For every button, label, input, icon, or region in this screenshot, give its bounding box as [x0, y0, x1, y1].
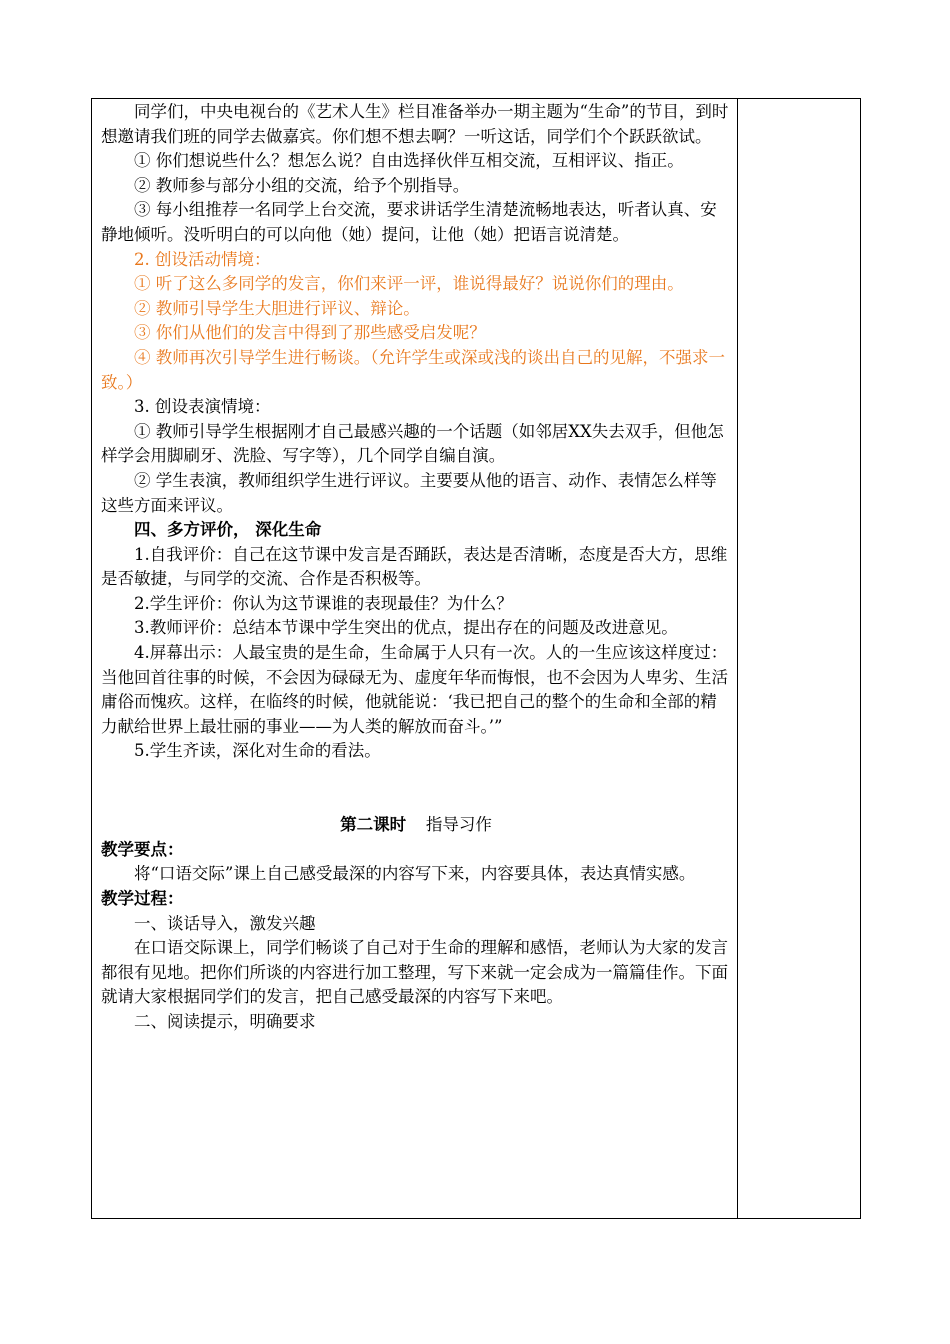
paragraph-step-3: ③ 每小组推荐一名同学上台交流，要求讲话学生清楚流畅地表达，听者认真、安静地倾听。没听明白的可以向他（她）提问，让他（她）把语言说清楚。: [101, 200, 717, 244]
blank-line: [101, 789, 731, 814]
lesson-2-label: 第二课时: [340, 815, 407, 835]
paragraph-activity-3: ③ 你们从他们的发言中得到了那些感受启发呢？: [134, 323, 486, 343]
paragraph-activity-4: ④ 教师再次引导学生进行畅谈。（允许学生或深或浅的谈出自己的见解，不强求一致。）: [101, 347, 725, 392]
section-4-heading: 四、多方评价， 深化生命: [134, 520, 322, 540]
process-step-1-heading: 一、谈话导入，激发兴趣: [134, 913, 316, 933]
paragraph-eval-1: 1.自我评价：自己在这节课中发言是否踊跃，表达是否清晰，态度是否大方，思维是否敏捷，与同学的交流、合作是否积极等。: [101, 544, 728, 589]
key-points-label: 教学要点：: [101, 839, 184, 859]
blank-line: [101, 764, 731, 789]
paragraph-eval-2: 2.学生评价：你认为这节课谁的表现最佳？为什么？: [134, 593, 513, 613]
paragraph-intro: 同学们，中央电视台的《艺术人生》栏目准备举办一期主题为“生命”的节目，到时想邀请我们班的同学去做嘉宾。你们想不想去啊？一听这话，同学们个个跃跃欲试。: [101, 102, 729, 146]
section-2-heading: 2. 创设活动情境：: [134, 249, 271, 269]
lesson-table: [91, 98, 861, 1219]
key-points-text: 将“口语交际”课上自己感受最深的内容写下来，内容要具体，表达真情实感。: [134, 864, 696, 884]
process-step-1-text: 在口语交际课上，同学们畅谈了自己对于生命的理解和感悟，老师认为大家的发言都很有见地。把你们所谈的内容进行加工整理，写下来就一定会成为一篇篇佳作。下面就请大家根据同学们的发言，把自己感受最深的内容写下来吧。: [101, 938, 728, 1007]
paragraph-eval-3: 3.教师评价：总结本节课中学生突出的优点，提出存在的问题及改进意见。: [134, 618, 678, 638]
paragraph-step-1: ① 你们想说些什么？想怎么说？自由选择伙伴互相交流，互相评议、指正。: [134, 151, 684, 171]
section-3-heading: 3. 创设表演情境：: [134, 397, 271, 417]
paragraph-eval-4: 4.屏幕出示：人最宝贵的是生命，生命属于人只有一次。人的一生应该这样度过：当他回首往事的时候，不会因为碌碌无为、虚度年华而悔恨，也不会因为人卑劣、生活庸俗而愧疚。这样，在临终的时候，他就能说：‘我已把自己的整个的生命和全部的精力献给世界上最壮丽的事业——为人类的解放而奋斗。’”: [101, 643, 728, 736]
paragraph-performance-2: ② 学生表演，教师组织学生进行评议。主要要从他的语言、动作、表情怎么样等这些方面来评议。: [101, 470, 717, 515]
paragraph-performance-1: ① 教师引导学生根据刚才自己最感兴趣的一个话题（如邻居XX失去双手，但他怎样学会用脚刷牙、洗脸、写字等），几个同学自编自演。: [101, 421, 724, 466]
process-step-2-heading: 二、阅读提示，明确要求: [134, 1011, 316, 1031]
process-label: 教学过程：: [101, 889, 184, 908]
lesson-content: [101, 100, 731, 1035]
lesson-2-heading: [101, 813, 731, 838]
paragraph-activity-1: ① 听了这么多同学的发言，你们来评一评，谁说得最好？说说你们的理由。: [134, 274, 684, 294]
column-divider: [737, 99, 738, 1218]
lesson-2-title: 指导习作: [425, 815, 492, 835]
paragraph-step-2: ② 教师参与部分小组的交流，给予个别指导。: [134, 175, 470, 195]
paragraph-eval-5: 5.学生齐读，深化对生命的看法。: [134, 741, 381, 761]
paragraph-activity-2: ② 教师引导学生大胆进行评议、辩论。: [134, 298, 420, 318]
